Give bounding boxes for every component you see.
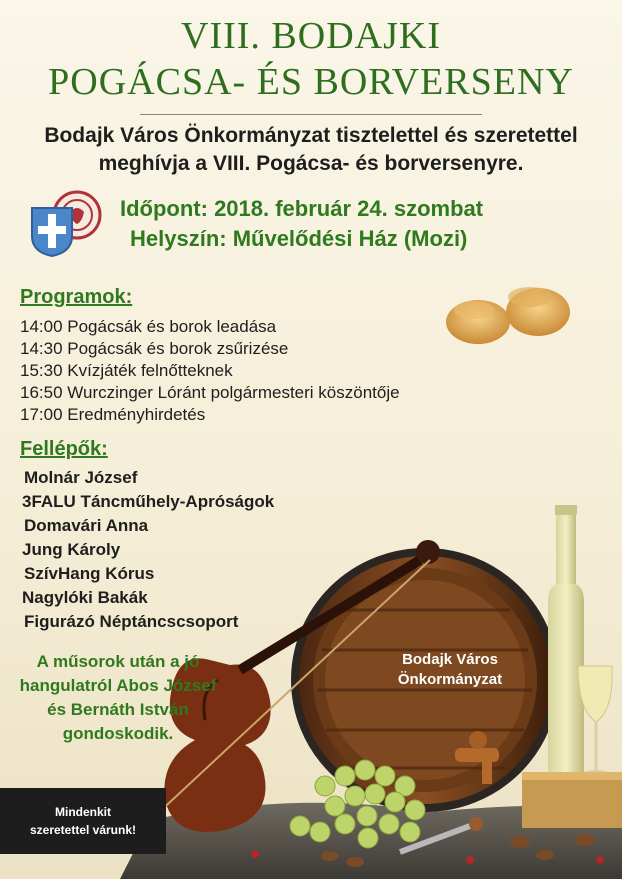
event-time: Időpont: 2018. február 24. szombat <box>120 196 484 221</box>
program-item: 14:30 Pogácsák és borok zsűrizése <box>20 339 289 358</box>
closing-line: gondoskodik. <box>62 724 174 743</box>
program-item: 15:30 Kvízjáték felnőtteknek <box>20 361 233 380</box>
bottle-icon <box>548 505 584 780</box>
program-item: 14:00 Pogácsák és borok leadása <box>20 317 277 336</box>
program-heading: Programok: <box>20 286 133 308</box>
program-item: 16:50 Wurczinger Lóránt polgármesteri köszöntője <box>20 383 400 402</box>
closing-line: A műsorok után a jó <box>36 652 200 671</box>
performer-item: 3FALU Táncműhely-Apróságok <box>22 492 275 511</box>
closing-note <box>8 650 228 746</box>
coat-of-arms-icon <box>30 206 74 258</box>
performer-item: Molnár József <box>24 468 138 487</box>
organizer-line-2: Önkormányzat <box>397 671 503 688</box>
welcome-line-2: szeretettel várunk! <box>29 823 137 837</box>
title-line-2: POGÁCSA- ÉS BORVERSENY <box>48 61 574 103</box>
title-line-1: VIII. BODAJKI <box>181 15 441 57</box>
program-list <box>20 316 400 426</box>
closing-line: hangulatról Abos József <box>19 676 217 695</box>
title-divider <box>140 114 482 115</box>
performer-item: Domavári Anna <box>24 516 149 535</box>
welcome-line-1: Mindenkit <box>55 805 111 819</box>
performers-heading: Fellépők: <box>20 438 108 460</box>
event-place: Helyszín: Művelődési Ház (Mozi) <box>130 226 468 251</box>
performer-item: Figurázó Néptáncscsoport <box>24 612 239 631</box>
performer-item: SzívHang Kórus <box>24 564 155 583</box>
performer-item: Jung Károly <box>22 540 121 559</box>
pastry-icon <box>446 287 570 344</box>
closing-line: és Bernáth István <box>47 700 189 719</box>
performer-item: Nagylóki Bakák <box>22 588 148 607</box>
invitation-line-1: Bodajk Város Önkormányzat tisztelettel és szeretettel <box>44 124 578 147</box>
organizer-label <box>380 650 520 690</box>
welcome-box <box>0 788 166 854</box>
performers-list <box>22 466 274 634</box>
organizer-line-1: Bodajk Város <box>402 651 498 668</box>
invitation-line-2: meghívja a VIII. Pogácsa- és borversenyre. <box>98 152 524 175</box>
program-item: 17:00 Eredményhirdetés <box>20 405 206 424</box>
